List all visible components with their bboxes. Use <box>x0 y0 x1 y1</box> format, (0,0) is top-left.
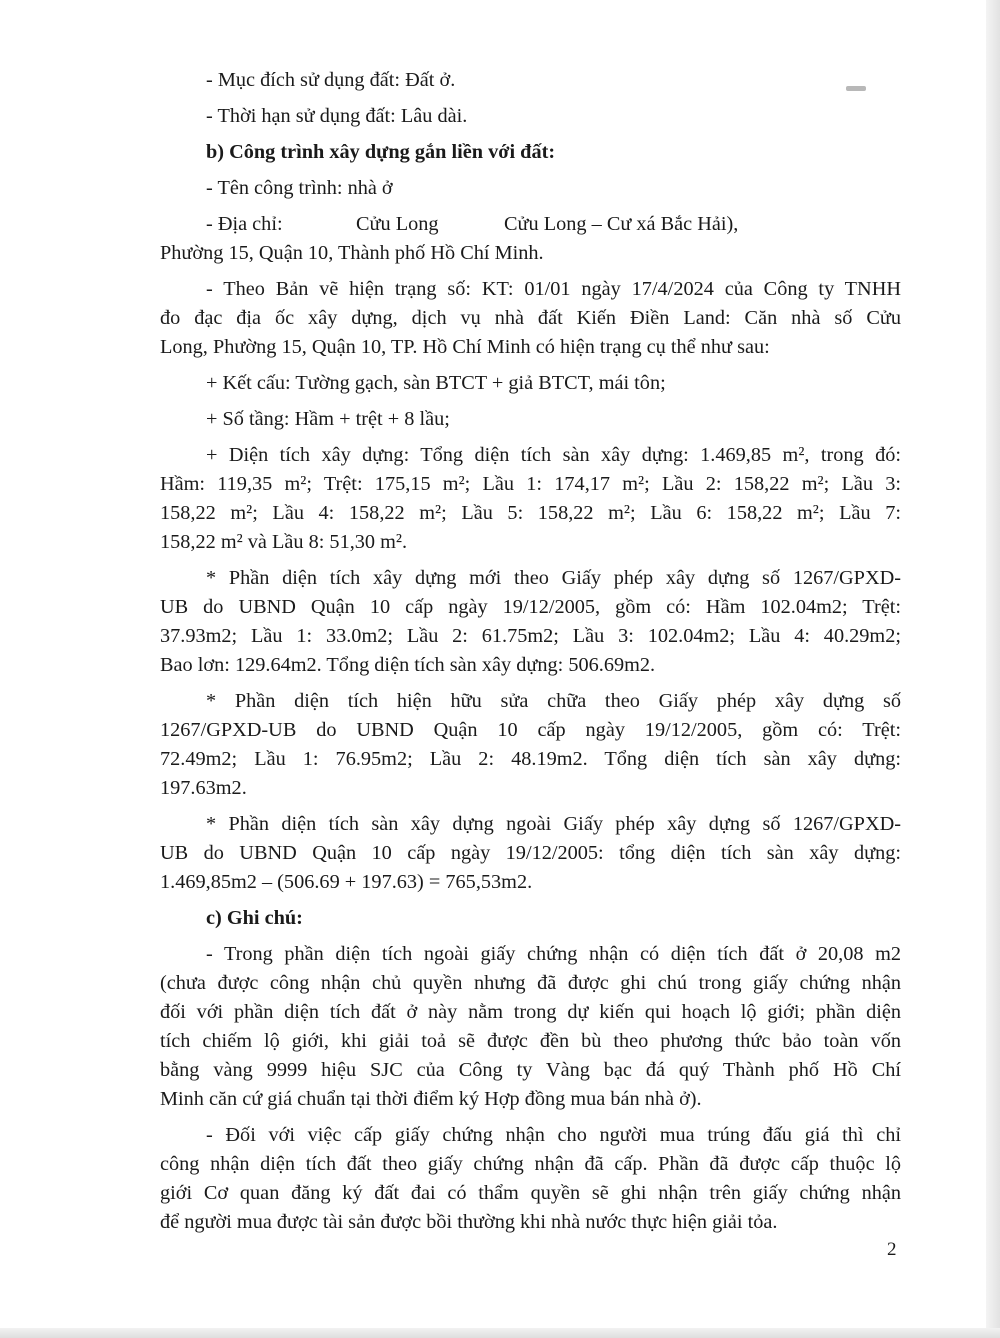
note-paragraph-line: - Trong phần diện tích ngoài giấy chứng nhận có diện tích đất ở 20,08 m2 <box>206 943 901 965</box>
building-name: - Tên công trình: nhà ở <box>206 177 393 199</box>
document-body <box>160 66 901 1237</box>
land-use-purpose: - Mục đích sử dụng đất: Đất ở. <box>206 69 456 91</box>
new-area-paragraph-line: UB do UBND Quận 10 cấp ngày 19/12/2005, gồm có: Hầm 102.04m2; Trệt: <box>160 596 901 618</box>
auction-paragraph-line: - Đối với việc cấp giấy chứng nhận cho người mua trúng đấu giá thì chỉ <box>206 1124 901 1146</box>
section-b-heading: b) Công trình xây dựng gắn liền với đất: <box>206 141 556 163</box>
page-number: 2 <box>887 1239 897 1260</box>
auction-paragraph-line: giới Cơ quan đăng ký đất đai có thẩm quyền sẽ ghi nhận trên giấy chứng nhận <box>160 1182 901 1204</box>
new-area-paragraph-line: 37.93m2; Lầu 1: 33.0m2; Lầu 2: 61.75m2; Lầu 3: 102.04m2; Lầu 4: 40.29m2; <box>160 625 901 647</box>
area-paragraph-line: Hầm: 119,35 m²; Trệt: 175,15 m²; Lầu 1: 174,17 m²; Lầu 2: 158,22 m²; Lầu 3: <box>160 473 901 495</box>
outside-permit-paragraph-line: UB do UBND Quận 10 cấp ngày 19/12/2005: tổng diện tích sàn xây dựng: <box>160 842 901 864</box>
note-paragraph-line: bằng vàng 9999 hiệu SJC của Công ty Vàng bạc đá quý Thành phố Hồ Chí <box>160 1059 901 1081</box>
repair-area-paragraph-line: 197.63m2. <box>160 777 247 799</box>
address-street-1: Cửu Long <box>356 213 439 235</box>
address-label: - Địa chỉ: <box>206 213 283 235</box>
address-street-2: Cửu Long – Cư xá Bắc Hải), <box>504 213 739 235</box>
address-ward: Phường 15, Quận 10, Thành phố Hồ Chí Minh. <box>160 242 544 264</box>
new-area-paragraph-line: Bao lơn: 129.64m2. Tổng diện tích sàn xây dựng: 506.69m2. <box>160 654 656 676</box>
note-paragraph-line: tích chiếm lộ giới, khi giải toả sẽ được đền bù theo phương thức bảo toàn vốn <box>160 1030 901 1052</box>
area-paragraph-line: + Diện tích xây dựng: Tổng diện tích sàn xây dựng: 1.469,85 m², trong đó: <box>206 444 901 466</box>
floors-line: + Số tầng: Hầm + trệt + 8 lầu; <box>206 408 450 430</box>
survey-paragraph-line: đo đạc địa ốc xây dựng, dịch vụ nhà đất Kiến Điền Land: Căn nhà số Cửu <box>160 307 901 329</box>
new-area-paragraph-line: * Phần diện tích xây dựng mới theo Giấy phép xây dựng số 1267/GPXD- <box>206 567 901 589</box>
building-address <box>160 210 901 239</box>
note-paragraph-line: đối với phần diện tích đất ở này nằm trong dự kiến qui hoạch lộ giới; phần diện <box>160 1001 901 1023</box>
page-bottom-shadow <box>0 1328 1000 1338</box>
page-edge-shadow <box>986 0 1000 1338</box>
outside-permit-paragraph-line: 1.469,85m2 – (506.69 + 197.63) = 765,53m2. <box>160 871 533 893</box>
area-paragraph-line: 158,22 m²; Lầu 4: 158,22 m²; Lầu 5: 158,22 m²; Lầu 6: 158,22 m²; Lầu 7: <box>160 502 901 524</box>
note-paragraph-line: (chưa được công nhận chủ quyền nhưng đã được ghi chú trong giấy chứng nhận <box>160 972 901 994</box>
repair-area-paragraph-line: 1267/GPXD-UB do UBND Quận 10 cấp ngày 19/12/2005, gồm có: Trệt: <box>160 719 901 741</box>
outside-permit-paragraph-line: * Phần diện tích sàn xây dựng ngoài Giấy phép xây dựng số 1267/GPXD- <box>206 813 901 835</box>
section-c-heading: c) Ghi chú: <box>206 907 303 929</box>
survey-paragraph-line: Long, Phường 15, Quận 10, TP. Hồ Chí Minh có hiện trạng cụ thể như sau: <box>160 336 770 358</box>
repair-area-paragraph-line: 72.49m2; Lầu 1: 76.95m2; Lầu 2: 48.19m2. Tổng diện tích sàn xây dựng: <box>160 748 901 770</box>
land-use-term: - Thời hạn sử dụng đất: Lâu dài. <box>206 105 468 127</box>
repair-area-paragraph-line: * Phần diện tích hiện hữu sửa chữa theo Giấy phép xây dựng số <box>206 690 901 712</box>
structure-line: + Kết cấu: Tường gạch, sàn BTCT + giả BTCT, mái tôn; <box>206 372 666 394</box>
area-paragraph-line: 158,22 m² và Lầu 8: 51,30 m². <box>160 531 408 553</box>
auction-paragraph-line: công nhận diện tích đất theo giấy chứng nhận đã cấp. Phần đã được cấp thuộc lộ <box>160 1153 901 1175</box>
auction-paragraph-line: để người mua được tài sản được bồi thường khi nhà nước thực hiện giải tỏa. <box>160 1211 778 1233</box>
survey-paragraph-line: - Theo Bản vẽ hiện trạng số: KT: 01/01 ngày 17/4/2024 của Công ty TNHH <box>206 278 901 300</box>
note-paragraph-line: Minh căn cứ giá chuẩn tại thời điểm ký Hợp đồng mua bán nhà ở). <box>160 1088 702 1110</box>
